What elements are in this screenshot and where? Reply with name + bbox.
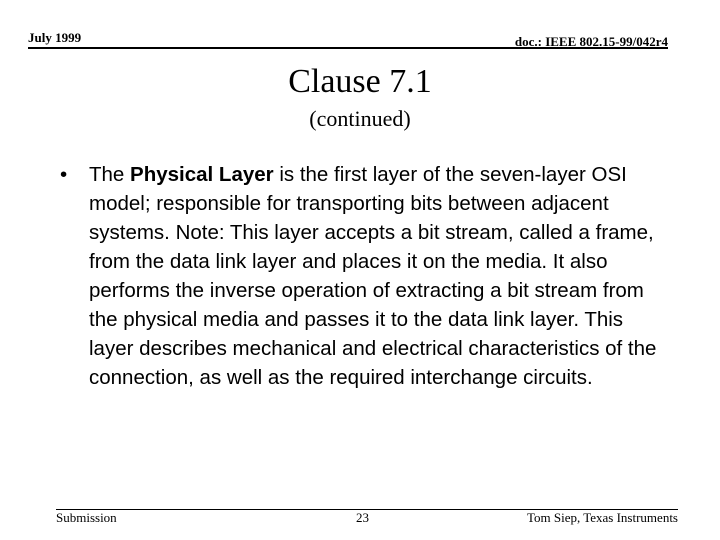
bullet-marker: • [60, 163, 68, 186]
header-doc-id: doc.: IEEE 802.15-99/042r4 [514, 34, 668, 49]
slide-title: Clause 7.1 [288, 63, 432, 100]
header-date: July 1999 [28, 30, 82, 45]
bullet-item [60, 160, 660, 392]
header-rule [28, 47, 668, 49]
footer-page-number: 23 [356, 510, 369, 525]
footer-submission: Submission [56, 510, 117, 525]
bullet-lead: The [89, 163, 131, 186]
bullet-bold-term: Physical Layer [130, 163, 274, 186]
footer-author: Tom Siep, Texas Instruments [526, 510, 678, 525]
slide-subtitle: (continued) [309, 106, 411, 131]
bullet-body: is the first layer of the seven-layer OSI model; responsible for transporting bits between adjacent systems. Note: This layer accepts a bit stream, called a frame, from the data link layer and places it on the media. It also performs the inverse operation of extracting a bit stream from the physical media and passes it to the data link layer. This layer describes mechanical and electrical characteristics of the connection, as well as the required interchange circuits. [89, 163, 657, 389]
bullet-text [89, 160, 660, 392]
